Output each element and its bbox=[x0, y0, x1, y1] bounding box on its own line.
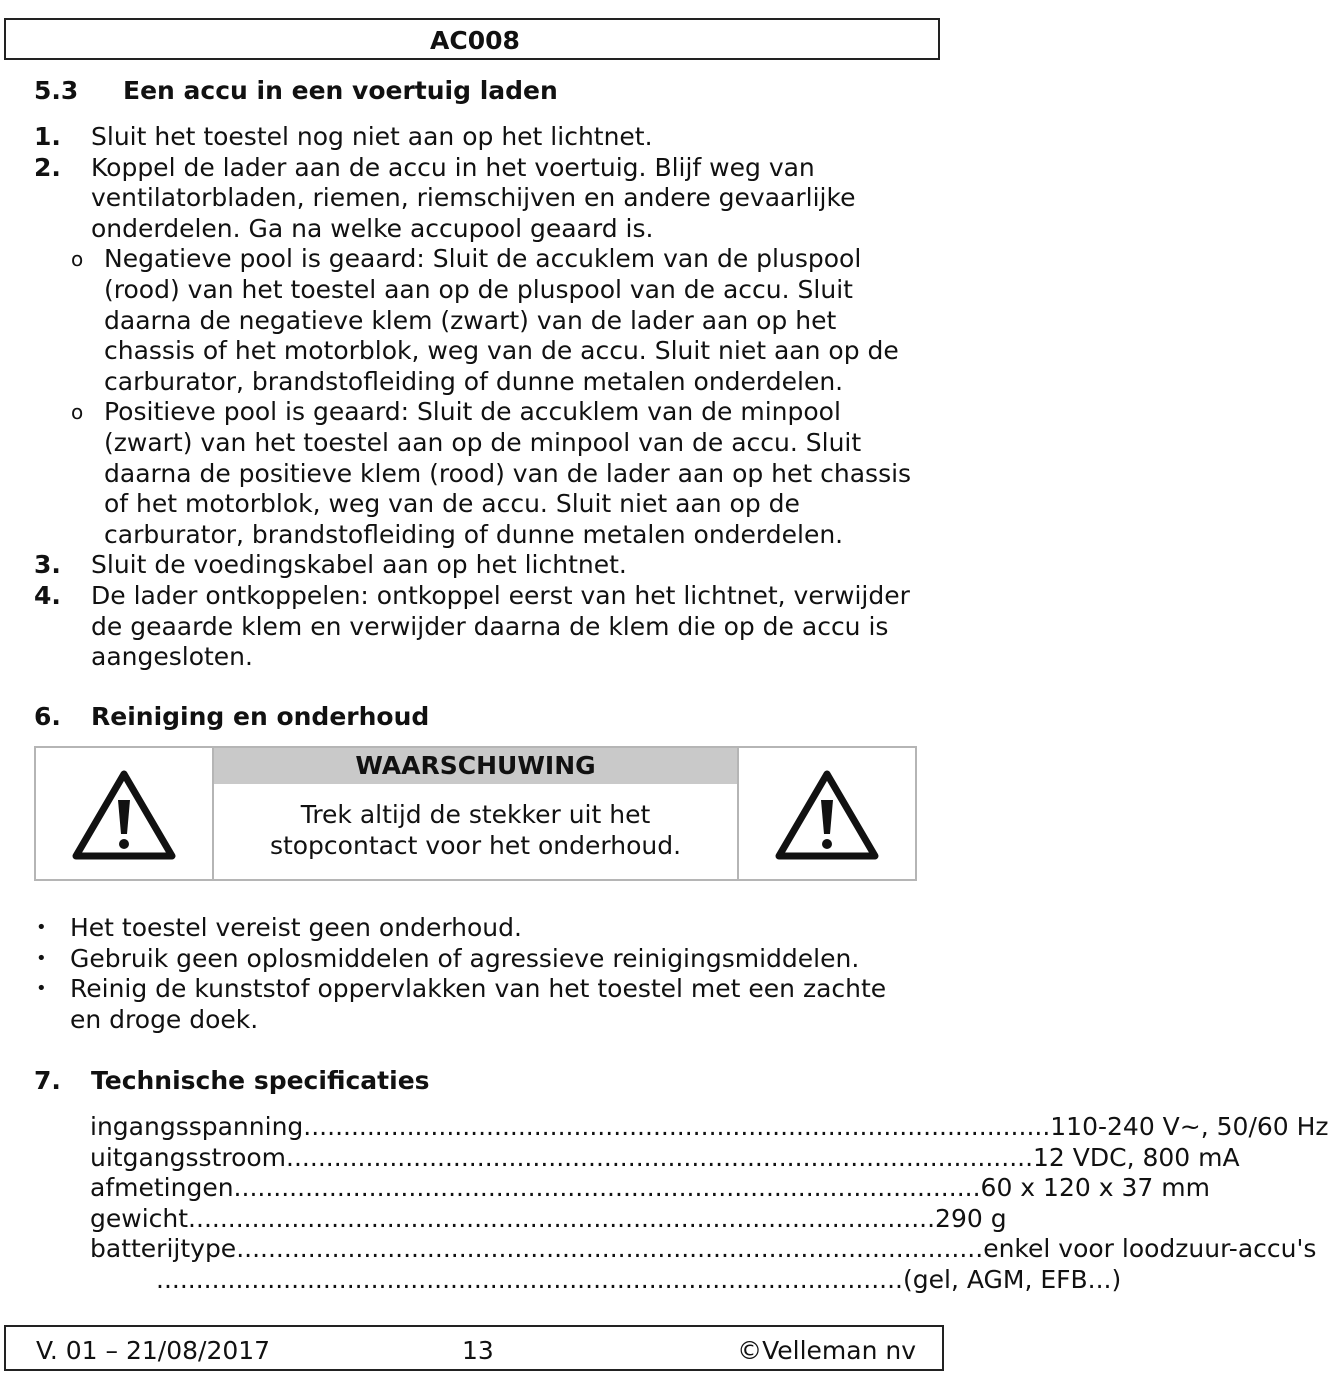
spec-value: 290 g bbox=[935, 1203, 1007, 1233]
section-title: Reiniging en onderhoud bbox=[91, 702, 430, 731]
maintenance-bullet-list bbox=[34, 913, 914, 1035]
section-number: 7. bbox=[34, 1066, 61, 1095]
spec-key: ingangsspanning bbox=[90, 1112, 304, 1141]
sub-list-item bbox=[34, 397, 914, 550]
list-item bbox=[34, 974, 914, 1035]
step-text: Koppel de lader aan de accu in het voertuig. Blijf weg van ventilatorbladen, riemen, riemschijven en andere gevaarlijke onderdelen. Ga na welke accupool geaard is. bbox=[91, 152, 856, 243]
sub-list-item bbox=[34, 244, 914, 397]
dot-leader: .............................................................................................. bbox=[188, 1203, 936, 1233]
step-number: 4. bbox=[34, 580, 61, 610]
section-5-3-heading bbox=[34, 76, 558, 107]
bullet: • bbox=[36, 917, 47, 938]
spec-row bbox=[90, 1203, 1007, 1235]
sub-bullet: o bbox=[71, 400, 84, 425]
spec-key: batterijtype bbox=[90, 1234, 237, 1264]
spec-row bbox=[90, 1112, 1329, 1143]
list-item bbox=[34, 944, 914, 975]
spec-value: 12 VDC, 800 mA bbox=[1033, 1142, 1240, 1172]
dot-leader: .............................................................................................. bbox=[236, 1234, 984, 1264]
step-number: 3. bbox=[34, 550, 61, 580]
section-title: Een accu in een voertuig laden bbox=[123, 76, 558, 105]
spec-key: afmetingen bbox=[90, 1173, 234, 1203]
warning-triangle-icon bbox=[775, 770, 879, 860]
charging-steps-list bbox=[34, 122, 914, 673]
section-title: Technische specificaties bbox=[91, 1066, 430, 1095]
page-number: 13 bbox=[462, 1336, 494, 1365]
step-number: 1. bbox=[34, 122, 61, 151]
warning-text bbox=[214, 800, 737, 861]
bullet: • bbox=[36, 947, 47, 969]
specifications-table bbox=[90, 1112, 1329, 1296]
spec-row bbox=[90, 1234, 1317, 1265]
sub-bullet: o bbox=[71, 247, 84, 272]
list-item bbox=[34, 122, 914, 153]
spec-key: uitgangsstroom bbox=[90, 1142, 287, 1172]
warning-icon-cell-right bbox=[737, 748, 915, 879]
page-footer bbox=[4, 1325, 944, 1371]
spec-value: 60 x 120 x 37 mm bbox=[980, 1173, 1210, 1203]
bullet-text: Reinig de kunststof oppervlakken van het toestel met een zachte en droge doek. bbox=[70, 974, 887, 1034]
spec-value: 110-240 V~, 50/60 Hz bbox=[1050, 1112, 1329, 1141]
section-number: 6. bbox=[34, 702, 61, 731]
section-6-heading bbox=[34, 702, 429, 733]
warning-message-cell bbox=[214, 748, 737, 879]
bullet-text: Gebruik geen oplosmiddelen of agressieve reinigingsmiddelen. bbox=[70, 943, 860, 973]
warning-heading: WAARSCHUWING bbox=[214, 748, 737, 784]
warning-icon-cell-left bbox=[36, 748, 214, 879]
bullet: • bbox=[36, 978, 47, 1000]
warning-line: Trek altijd de stekker uit het bbox=[300, 800, 651, 829]
spec-value: (gel, AGM, EFB...) bbox=[903, 1264, 1122, 1294]
step-text: Sluit het toestel nog niet aan op het lichtnet. bbox=[91, 122, 653, 151]
document-code: AC008 bbox=[430, 26, 520, 55]
spec-key: gewicht bbox=[90, 1203, 189, 1233]
warning-triangle-icon bbox=[72, 770, 176, 860]
section-number: 5.3 bbox=[34, 76, 79, 105]
sub-item-text: Negatieve pool is geaard: Sluit de accuklem van de pluspool (rood) van het toestel aan op de pluspool van de accu. Sluit daarna de negatieve klem (zwart) van de lader aan op het chassis of het motorblok, weg van de accu. Sluit niet aan op de carburator, brandstofleiding of dunne metalen onderdelen. bbox=[104, 244, 899, 396]
section-7-heading bbox=[34, 1066, 430, 1097]
list-item bbox=[34, 153, 914, 245]
step-number: 2. bbox=[34, 152, 61, 182]
dot-leader: .............................................................................................. bbox=[156, 1264, 903, 1294]
step-text: Sluit de voedingskabel aan op het lichtnet. bbox=[91, 550, 627, 580]
dot-leader: .............................................................................................. bbox=[286, 1142, 1034, 1172]
dot-leader: .............................................................................................. bbox=[233, 1173, 981, 1203]
copyright: ©Velleman nv bbox=[737, 1336, 916, 1365]
spec-value: enkel voor loodzuur-accu's bbox=[983, 1234, 1317, 1264]
step-text: De lader ontkoppelen: ontkoppel eerst van het lichtnet, verwijder de geaarde klem en verwijder daarna de klem die op de accu is aangesloten. bbox=[91, 580, 910, 672]
list-item bbox=[34, 913, 914, 944]
sub-item-text: Positieve pool is geaard: Sluit de accuklem van de minpool (zwart) van het toestel aan op de minpool van de accu. Sluit daarna de positieve klem (rood) van de lader aan op het chassis of het motorblok, weg van de accu. Sluit niet aan op de carburator, brandstofleiding of dunne metalen onderdelen. bbox=[104, 397, 912, 549]
list-item bbox=[34, 550, 914, 581]
warning-box bbox=[34, 746, 917, 881]
version-date: V. 01 – 21/08/2017 bbox=[36, 1336, 271, 1365]
spec-row bbox=[90, 1264, 1122, 1296]
dot-leader: .............................................................................................. bbox=[303, 1112, 1051, 1141]
spec-row bbox=[90, 1173, 1210, 1204]
list-item bbox=[34, 581, 914, 673]
bullet-text: Het toestel vereist geen onderhoud. bbox=[70, 913, 522, 942]
spec-row bbox=[90, 1142, 1240, 1174]
warning-line: stopcontact voor het onderhoud. bbox=[269, 830, 682, 860]
